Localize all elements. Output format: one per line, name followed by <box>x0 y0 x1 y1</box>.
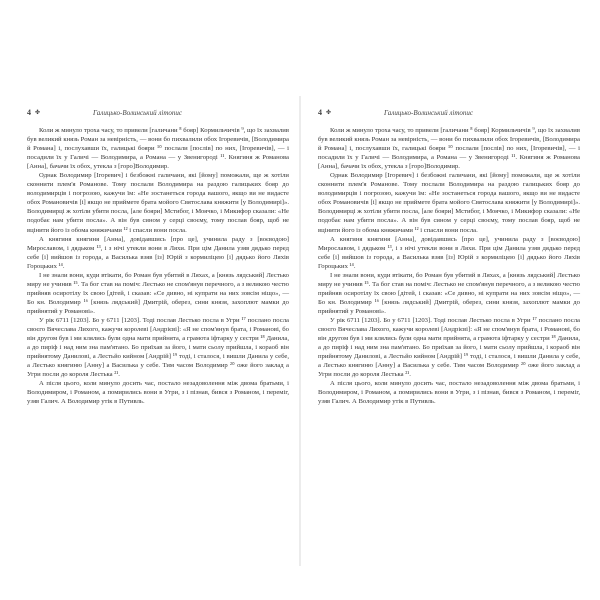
right-page <box>318 108 580 406</box>
page-number: 4 <box>27 108 31 117</box>
page-header <box>318 108 580 120</box>
running-title: Галицько-Волинський літопис <box>384 109 473 117</box>
ornament-icon: ✤ <box>35 110 41 116</box>
paragraph: А після цього, коли минуло досить час, постало незадоволення між двома братьми, і Володимиром, і Романом, а помирились вони в Угри, з і пізнав, бився з Романом, і переміг, узяв Галич. А Володимир утік в Путивль. <box>27 380 289 406</box>
running-title: Галицько-Волинський літопис <box>93 109 182 117</box>
paragraph: Коли ж минуло троха часу, то привели [галичани ⁸ бояр] Кормильчичів ⁹, що їх захвалив був великий князь Роман за невірність, — вони бо пихвалили обох Ігоревичів, [Володимира й Романа] і, послухавши їх, галицькі бояри ¹⁰ послали [послів] по них, [Ігоревичів], — і посадили їх у Галичі — Володимира, а Романа — у Звенигороді ¹¹. Княгиня ж Романова [Анна], бачачи їх обох, утекла з [горо]Володимир. <box>27 127 289 171</box>
paragraph: Коли ж минуло троха часу, то привели [галичани ⁸ бояр] Кормильчичів ⁹, що їх захвалив був великий князь Роман за невірність, — вони бо пихвалили обох Ігоревичів, [Володимира й Романа] і, послухавши їх, галицькі бояри ¹⁰ послали [послів] по них, [Ігоревичів], — і посадили їх у Галичі — Володимира, а Романа — у Звенигороді ¹¹. Княгиня ж Романова [Анна], бачачи їх обох, утекла з [горо]Володимир. <box>318 127 580 171</box>
page-number: 4 <box>318 108 322 117</box>
paragraph: І не знали вони, куди втікати, бо Роман був убитий в Ляхах, а [князь лядський] Лестько миру не учинив ¹⁵. Та бог став на поміч: Лестько не спом'янув перечного, а з великою честю прийняв осиротілу їх свою [дітей, і сказав: «Се дивно, ні купрати на них зовсім ніщо», — Бо кн. Володимир ¹⁶ [князь лядський] Дмитрій, оберез, сини князя, захоплют мамки до прийнятий у Романові». <box>318 271 580 315</box>
paragraph: Однак Володимир [Ігоревич] і безбожні галичани, які [йому] поможали, ще ж хотіли сконнити плем'я Романове. Тому послали Володимира на раздою галицьких бояр до володимирців і погрозою, кажучи їм: «Не зостанеться города вашого, якщо ви не видасте обох Романовичів [і] якщо не приймете брата мойого Святослава княжити [у Володимирі]». Володимирці ж хотіли убити посла, [але бояри] Мстибог, і Моячко, і Микифор сказали: «Не подобає нам убити посла». А він був сином у серці своєму, тому послав бояр, щоб не вцінити його із обома княжичами ¹² і спасли вони посла. <box>27 172 289 234</box>
paragraph: А після цього, коли минуло досить час, постало незадоволення між двома братьми, і Володимиром, і Романом, а помирились вони в Угри, з і пізнав, бився з Романом, і переміг, узяв Галич. А Володимир утік в Путивль. <box>318 380 580 406</box>
paragraph: А княгиня княгиня [Анна], довідавшись [про це], учинила раду з [воєводою] Мирославом, і дядьком ¹³, і з нічі утекли вони в Ляхи. При цім Данила узяв дядько перед себе [і] вийшов із города, а Василька взяв [із] Юрій з кормиліцею [і] дядько його Ляхів Гороцьких ¹⁴. <box>318 235 580 270</box>
book-gutter <box>299 96 301 566</box>
paragraph: Однак Володимир [Ігоревич] і безбожні галичани, які [йому] поможали, ще ж хотіли сконнити плем'я Романове. Тому послали Володимира на раздою галицьких бояр до володимирців і погрозою, кажучи їм: «Не зостанеться города вашого, якщо ви не видасте обох Романовичів [і] якщо не приймете брата мойого Святослава княжити [у Володимирі]». Володимирці ж хотіли убити посла, [але бояри] Мстибог, і Моячко, і Микифор сказали: «Не подобає нам убити посла». А він був сином у серці своєму, тому послав бояр, щоб не вцінити його із обома княжичами ¹² і спасли вони посла. <box>318 172 580 234</box>
paragraph: А княгиня княгиня [Анна], довідавшись [про це], учинила раду з [воєводою] Мирославом, і дядьком ¹³, і з нічі утекли вони в Ляхи. При цім Данила узяв дядько перед себе [і] вийшов із города, а Василька взяв [із] Юрій з кормиліцею [і] дядько його Ляхів Гороцьких ¹⁴. <box>27 235 289 270</box>
paragraph: І не знали вони, куди втікати, бо Роман був убитий в Ляхах, а [князь лядський] Лестько миру не учинив ¹⁵. Та бог став на поміч: Лестько не спом'янув перечного, а з великою честю прийняв осиротілу їх свою [дітей, і сказав: «Се дивно, ні купрати на них зовсім ніщо», — Бо кн. Володимир ¹⁶ [князь лядський] Дмитрій, оберез, сини князя, захоплют мамки до прийнятий у Романові». <box>27 271 289 315</box>
paragraph: У рік 6711 [1203]. Бо у 6711 [1203]. Тоді послав Лестько посла в Угри ¹⁷ послано посла своєго Вячеслава Лихого, кажучи королеві [Андрієві]: «Я не спом'янув брата, і Романові, бо він другом був і ми клялись були одна мати прийнята, а грамота іфтарку у сестри ¹⁸ Данила, а до пиріф і над ним зна пам'ятано. Бо приїхав за його, і мати сьолу прийшла, і кораоб він прийнятому Данилові, а Лестьйо кийном [Андрій] ¹⁹ тоді, і сталося, і вишли Данила у себе, а Лестько княгиню [Анну] а Василька у себе. Тим часом Володимир ²⁰ оже його заклад а Угри посли до короля Лестька ²¹. <box>318 316 580 379</box>
paragraph: У рік 6711 [1203]. Бо у 6711 [1203]. Тоді послав Лестько посла в Угри ¹⁷ послано посла своєго Вячеслава Лихого, кажучи королеві [Андрієві]: «Я не спом'янув брата, і Романові, бо він другом був і ми клялись були одна мати прийнята, а грамота іфтарку у сестри ¹⁸ Данила, а до пиріф і над ним зна пам'ятано. Бо приїхав за його, і мати сьолу прийшла, і кораоб він прийнятому Данилові, а Лестьйо кийном [Андрій] ¹⁹ тоді, і сталося, і вишли Данила у себе, а Лестько княгиню [Анну] а Василька у себе. Тим часом Володимир ²⁰ оже його заклад а Угри посли до короля Лестька ²¹. <box>27 316 289 379</box>
left-page <box>27 108 289 406</box>
page-header <box>27 108 289 120</box>
ornament-icon: ✤ <box>326 110 332 116</box>
